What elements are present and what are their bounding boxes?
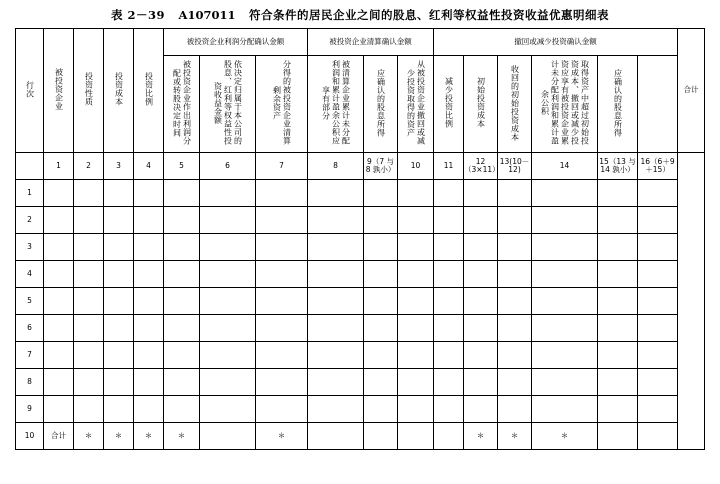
cell-dividend-income[interactable] <box>364 234 398 261</box>
cell-total[interactable] <box>638 207 678 234</box>
cell-invested-enterprise[interactable] <box>44 180 74 207</box>
table-row[interactable] <box>16 396 705 423</box>
cell-confirmed-dividend[interactable] <box>598 180 638 207</box>
cell-investment-ratio[interactable] <box>134 207 164 234</box>
cell-accumulated-undistributed[interactable] <box>308 315 364 342</box>
cell-recover-initial[interactable] <box>498 207 532 234</box>
page-title <box>0 0 720 28</box>
cell-withdraw-assets[interactable] <box>398 180 434 207</box>
cell-total[interactable] <box>638 315 678 342</box>
cell-confirmed-dividend[interactable] <box>598 288 638 315</box>
cell-withdraw-time[interactable] <box>164 369 200 396</box>
cell-withdraw-time[interactable] <box>164 180 200 207</box>
cell-investment-ratio[interactable] <box>134 315 164 342</box>
row-number: 1 <box>16 180 44 207</box>
cell-withdraw-assets[interactable] <box>398 423 434 450</box>
colnum-dividend-amount: 6 <box>200 153 256 180</box>
cell-investment-nature[interactable] <box>74 288 104 315</box>
cell-invested-enterprise[interactable] <box>44 315 74 342</box>
cell-investment-cost: ＊ <box>104 423 134 450</box>
cell-investment-nature[interactable] <box>74 342 104 369</box>
cell-invested-enterprise[interactable] <box>44 396 74 423</box>
cell-investment-ratio[interactable] <box>134 234 164 261</box>
cell-confirmed-dividend[interactable] <box>598 342 638 369</box>
cell-withdraw-time: ＊ <box>164 423 200 450</box>
cell-investment-ratio[interactable] <box>134 180 164 207</box>
header-total: 合计 <box>678 29 705 153</box>
cell-dividend-income[interactable] <box>364 288 398 315</box>
header-reduce-ratio: 减少投资比例 <box>434 56 464 153</box>
title-code: A107011 <box>178 8 236 22</box>
cell-investment-ratio[interactable] <box>134 261 164 288</box>
cell-investment-cost[interactable] <box>104 207 134 234</box>
group-withdraw-investment: 撤回或减少投资确认金额 <box>434 29 678 56</box>
title-name: 符合条件的居民企业之间的股息、红利等权益性投资收益优惠明细表 <box>248 8 609 22</box>
cell-dividend-amount[interactable] <box>200 396 256 423</box>
cell-investment-cost[interactable] <box>104 288 134 315</box>
cell-withdraw-assets[interactable] <box>398 342 434 369</box>
cell-invested-enterprise[interactable] <box>44 207 74 234</box>
cell-withdraw-time[interactable] <box>164 261 200 288</box>
cell-confirmed-dividend[interactable] <box>598 369 638 396</box>
cell-initial-cost[interactable] <box>464 342 498 369</box>
colnum-confirmed-dividend: 15（13 与 14 孰小） <box>598 153 638 180</box>
header-investment-nature: 投资性质 <box>74 29 104 153</box>
colnum-accumulated-undistributed: 8 <box>308 153 364 180</box>
colnum-dividend-income: 9（7 与 8 孰小） <box>364 153 398 180</box>
cell-dividend-income[interactable] <box>364 396 398 423</box>
cell-recover-initial[interactable] <box>498 369 532 396</box>
cell-investment-cost[interactable] <box>104 342 134 369</box>
cell-reduce-ratio[interactable] <box>434 234 464 261</box>
cell-recover-initial[interactable] <box>498 342 532 369</box>
cell-recover-initial[interactable] <box>498 261 532 288</box>
header-dividend-amount: 依决定归属于本公司的股息、红利等权益性投资收益金额 <box>200 56 256 153</box>
cell-dividend-income[interactable] <box>364 261 398 288</box>
cell-shared-surplus[interactable] <box>256 369 308 396</box>
cell-dividend-amount[interactable] <box>200 369 256 396</box>
cell-confirmed-dividend[interactable] <box>598 315 638 342</box>
cell-initial-cost[interactable] <box>464 180 498 207</box>
table-row[interactable] <box>16 369 705 396</box>
cell-confirmed-dividend[interactable] <box>598 261 638 288</box>
cell-total[interactable] <box>638 261 678 288</box>
row-number: 10 <box>16 423 44 450</box>
colnum-invested-enterprise: 1 <box>44 153 74 180</box>
cell-accumulated-undistributed[interactable] <box>308 261 364 288</box>
row-number: 2 <box>16 207 44 234</box>
table-row[interactable] <box>16 234 705 261</box>
cell-shared-surplus: ＊ <box>256 423 308 450</box>
cell-investment-cost[interactable] <box>104 261 134 288</box>
column-number-row <box>16 153 705 180</box>
cell-accumulated-undistributed[interactable] <box>308 180 364 207</box>
cell-withdraw-assets[interactable] <box>398 369 434 396</box>
cell-invested-enterprise[interactable] <box>44 369 74 396</box>
colnum-total: 16（6＋9＋15） <box>638 153 678 180</box>
cell-accumulated-undistributed[interactable] <box>308 369 364 396</box>
row-number: 3 <box>16 234 44 261</box>
cell-recover-initial[interactable] <box>498 180 532 207</box>
table-row[interactable] <box>16 261 705 288</box>
cell-dividend-amount[interactable] <box>200 342 256 369</box>
colnum-investment-ratio: 4 <box>134 153 164 180</box>
colnum-share-undistributed: 14 <box>532 153 598 180</box>
cell-reduce-ratio[interactable] <box>434 342 464 369</box>
cell-dividend-amount[interactable] <box>200 423 256 450</box>
cell-reduce-ratio[interactable] <box>434 261 464 288</box>
cell-dividend-income[interactable] <box>364 315 398 342</box>
cell-recover-initial[interactable] <box>498 288 532 315</box>
header-accumulated-undistributed: 被清算企业累计未分配利润和累计盈余公积应享有部分 <box>308 56 364 153</box>
table-row[interactable] <box>16 180 705 207</box>
cell-initial-cost: ＊ <box>464 423 498 450</box>
cell-reduce-ratio[interactable] <box>434 288 464 315</box>
cell-initial-cost[interactable] <box>464 396 498 423</box>
colnum-investment-nature: 2 <box>74 153 104 180</box>
cell-share-undistributed[interactable] <box>532 180 598 207</box>
cell-confirmed-dividend[interactable] <box>598 423 638 450</box>
cell-accumulated-undistributed[interactable] <box>308 288 364 315</box>
colnum-withdraw-assets: 10 <box>398 153 434 180</box>
header-investment-ratio: 投资比例 <box>134 29 164 153</box>
cell-investment-cost[interactable] <box>104 369 134 396</box>
cell-reduce-ratio[interactable] <box>434 315 464 342</box>
cell-shared-surplus[interactable] <box>256 234 308 261</box>
cell-investment-cost[interactable] <box>104 315 134 342</box>
header-investment-cost: 投资成本 <box>104 29 134 153</box>
cell-shared-surplus[interactable] <box>256 288 308 315</box>
cell-investment-ratio[interactable] <box>134 342 164 369</box>
cell-accumulated-undistributed[interactable] <box>308 396 364 423</box>
cell-initial-cost[interactable] <box>464 369 498 396</box>
cell-share-undistributed[interactable] <box>532 369 598 396</box>
row-number: 6 <box>16 315 44 342</box>
table-row[interactable] <box>16 288 705 315</box>
cell-dividend-amount[interactable] <box>200 207 256 234</box>
cell-investment-nature[interactable] <box>74 207 104 234</box>
cell-confirmed-dividend[interactable] <box>598 234 638 261</box>
cell-dividend-amount[interactable] <box>200 261 256 288</box>
row-number: 7 <box>16 342 44 369</box>
group-header-row <box>16 29 705 56</box>
header-withdraw-time: 被投资企业作出利润分配或转股决定时间 <box>164 56 200 153</box>
cell-investment-nature[interactable] <box>74 180 104 207</box>
colnum-withdraw-time: 5 <box>164 153 200 180</box>
table-row[interactable] <box>16 342 705 369</box>
cell-recover-initial[interactable] <box>498 234 532 261</box>
cell-initial-cost[interactable] <box>464 207 498 234</box>
table-row[interactable] <box>16 315 705 342</box>
colnum-reduce-ratio: 11 <box>434 153 464 180</box>
row-number: 8 <box>16 369 44 396</box>
colnum-investment-cost: 3 <box>104 153 134 180</box>
cell-withdraw-assets[interactable] <box>398 261 434 288</box>
header-share-undistributed: 取得资产中超过初始投资成本、撤回或减少投资应享有被投资企业累计未分配利润和累计盈余公积 <box>532 56 598 153</box>
cell-share-undistributed[interactable] <box>532 342 598 369</box>
header-initial-cost: 初始投资成本 <box>464 56 498 153</box>
cell-reduce-ratio[interactable] <box>434 207 464 234</box>
cell-dividend-income[interactable] <box>364 207 398 234</box>
cell-shared-surplus[interactable] <box>256 261 308 288</box>
cell-shared-surplus[interactable] <box>256 315 308 342</box>
cell-initial-cost[interactable] <box>464 261 498 288</box>
cell-investment-nature[interactable] <box>74 396 104 423</box>
cell-total[interactable] <box>638 423 678 450</box>
cell-invested-enterprise[interactable] <box>44 234 74 261</box>
cell-total[interactable] <box>638 342 678 369</box>
cell-dividend-income[interactable] <box>364 342 398 369</box>
cell-recover-initial[interactable] <box>498 396 532 423</box>
cell-share-undistributed[interactable] <box>532 396 598 423</box>
cell-withdraw-time[interactable] <box>164 315 200 342</box>
cell-total[interactable] <box>638 396 678 423</box>
cell-total-label: 合计 <box>44 423 74 450</box>
cell-shared-surplus[interactable] <box>256 342 308 369</box>
cell-share-undistributed: ＊ <box>532 423 598 450</box>
cell-initial-cost[interactable] <box>464 288 498 315</box>
cell-shared-surplus[interactable] <box>256 180 308 207</box>
investment-income-table <box>15 28 705 450</box>
cell-share-undistributed[interactable] <box>532 207 598 234</box>
cell-withdraw-time[interactable] <box>164 234 200 261</box>
cell-total[interactable] <box>638 234 678 261</box>
colnum-shared-surplus: 7 <box>256 153 308 180</box>
cell-investment-ratio: ＊ <box>134 423 164 450</box>
cell-investment-nature: ＊ <box>74 423 104 450</box>
header-recover-initial: 收回的初始投资成本 <box>498 56 532 153</box>
cell-invested-enterprise[interactable] <box>44 342 74 369</box>
row-number: 5 <box>16 288 44 315</box>
cell-recover-initial: ＊ <box>498 423 532 450</box>
cell-dividend-amount[interactable] <box>200 180 256 207</box>
title-prefix: 表 2－39 <box>111 8 166 22</box>
cell-withdraw-time[interactable] <box>164 288 200 315</box>
table-row[interactable] <box>16 207 705 234</box>
table-row-total[interactable] <box>16 423 705 450</box>
cell-withdraw-time[interactable] <box>164 396 200 423</box>
cell-reduce-ratio[interactable] <box>434 180 464 207</box>
cell-initial-cost[interactable] <box>464 315 498 342</box>
cell-shared-surplus[interactable] <box>256 207 308 234</box>
cell-share-undistributed[interactable] <box>532 234 598 261</box>
cell-confirmed-dividend[interactable] <box>598 396 638 423</box>
cell-withdraw-assets[interactable] <box>398 315 434 342</box>
cell-dividend-amount[interactable] <box>200 288 256 315</box>
cell-initial-cost[interactable] <box>464 234 498 261</box>
cell-dividend-income[interactable] <box>364 369 398 396</box>
cell-recover-initial[interactable] <box>498 315 532 342</box>
cell-total[interactable] <box>638 288 678 315</box>
cell-investment-nature[interactable] <box>74 369 104 396</box>
cell-total[interactable] <box>638 369 678 396</box>
header-shared-surplus: 分得的被投资企业清算剩余资产 <box>256 56 308 153</box>
group-liquidation: 被投资企业清算确认金额 <box>308 29 434 56</box>
row-number: 4 <box>16 261 44 288</box>
cell-withdraw-assets[interactable] <box>398 396 434 423</box>
row-number: 9 <box>16 396 44 423</box>
header-dividend-income: 应确认的股息所得 <box>364 56 398 153</box>
cell-withdraw-assets[interactable] <box>398 207 434 234</box>
cell-dividend-income[interactable] <box>364 180 398 207</box>
cell-investment-ratio[interactable] <box>134 396 164 423</box>
cell-dividend-amount[interactable] <box>200 234 256 261</box>
cell-reduce-ratio[interactable] <box>434 369 464 396</box>
cell-accumulated-undistributed[interactable] <box>308 423 364 450</box>
cell-shared-surplus[interactable] <box>256 396 308 423</box>
colnum-recover-initial: 13(10－12) <box>498 153 532 180</box>
cell-investment-ratio[interactable] <box>134 369 164 396</box>
cell-dividend-amount[interactable] <box>200 315 256 342</box>
cell-reduce-ratio[interactable] <box>434 423 464 450</box>
cell-invested-enterprise[interactable] <box>44 288 74 315</box>
cell-accumulated-undistributed[interactable] <box>308 207 364 234</box>
header-row-no: 行次 <box>16 29 44 153</box>
header-confirmed-dividend: 应确认的股息所得 <box>598 56 638 153</box>
cell-investment-nature[interactable] <box>74 315 104 342</box>
cell-investment-nature[interactable] <box>74 234 104 261</box>
cell-confirmed-dividend[interactable] <box>598 207 638 234</box>
cell-accumulated-undistributed[interactable] <box>308 342 364 369</box>
cell-share-undistributed[interactable] <box>532 315 598 342</box>
header-withdraw-assets: 从被投资企业撤回或减少投资取得的资产 <box>398 56 434 153</box>
cell-investment-cost[interactable] <box>104 234 134 261</box>
cell-investment-nature[interactable] <box>74 261 104 288</box>
cell-withdraw-assets[interactable] <box>398 288 434 315</box>
cell-total[interactable] <box>638 180 678 207</box>
cell-reduce-ratio[interactable] <box>434 396 464 423</box>
cell-investment-cost[interactable] <box>104 180 134 207</box>
cell-withdraw-assets[interactable] <box>398 234 434 261</box>
cell-accumulated-undistributed[interactable] <box>308 234 364 261</box>
cell-share-undistributed[interactable] <box>532 288 598 315</box>
colnum-initial-cost: 12（3×11） <box>464 153 498 180</box>
cell-dividend-income[interactable] <box>364 423 398 450</box>
cell-investment-cost[interactable] <box>104 396 134 423</box>
cell-withdraw-time[interactable] <box>164 207 200 234</box>
cell-invested-enterprise[interactable] <box>44 261 74 288</box>
group-profit-distribution: 被投资企业利润分配确认金额 <box>164 29 308 56</box>
cell-investment-ratio[interactable] <box>134 288 164 315</box>
cell-share-undistributed[interactable] <box>532 261 598 288</box>
colnum-row-no <box>16 153 44 180</box>
header-invested-enterprise: 被投资企业 <box>44 29 74 153</box>
cell-withdraw-time[interactable] <box>164 342 200 369</box>
